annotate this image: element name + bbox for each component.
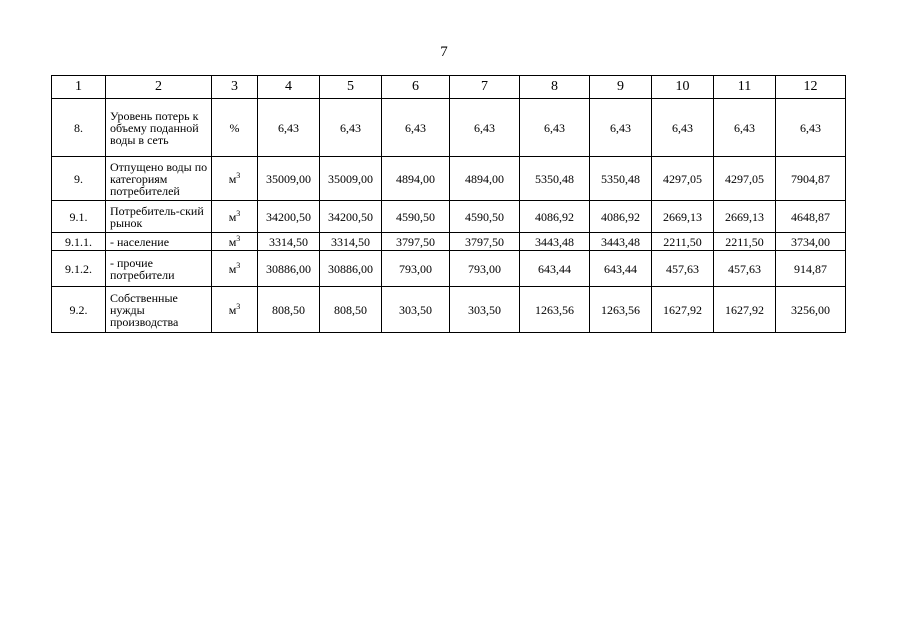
column-header: 6 — [382, 76, 450, 99]
value-cell: 5350,48 — [590, 157, 652, 201]
value-cell: 4086,92 — [520, 201, 590, 233]
value-cell: 2669,13 — [652, 201, 714, 233]
value-cell: 30886,00 — [258, 251, 320, 287]
value-cell: 3314,50 — [320, 233, 382, 251]
value-cell: 1263,56 — [520, 287, 590, 333]
value-cell: 4648,87 — [776, 201, 846, 233]
column-header: 5 — [320, 76, 382, 99]
value-cell: 35009,00 — [258, 157, 320, 201]
value-cell: 808,50 — [258, 287, 320, 333]
value-cell: 457,63 — [652, 251, 714, 287]
value-cell: 4894,00 — [382, 157, 450, 201]
column-header: 10 — [652, 76, 714, 99]
value-cell: 2211,50 — [714, 233, 776, 251]
value-cell: 2669,13 — [714, 201, 776, 233]
value-cell: 5350,48 — [520, 157, 590, 201]
value-cell: 643,44 — [520, 251, 590, 287]
row-number: 9.1.1. — [52, 233, 106, 251]
value-cell: 6,43 — [714, 99, 776, 157]
value-cell: 6,43 — [258, 99, 320, 157]
value-cell: 3314,50 — [258, 233, 320, 251]
row-description: Отпущено воды по категориям потребителей — [106, 157, 212, 201]
value-cell: 457,63 — [714, 251, 776, 287]
row-number: 8. — [52, 99, 106, 157]
value-cell: 1263,56 — [590, 287, 652, 333]
row-description: Уровень потерь к объему поданной воды в сеть — [106, 99, 212, 157]
data-table — [51, 75, 846, 333]
value-cell: 3443,48 — [520, 233, 590, 251]
column-header: 2 — [106, 76, 212, 99]
row-description: - население — [106, 233, 212, 251]
value-cell: 3797,50 — [382, 233, 450, 251]
value-cell: 6,43 — [382, 99, 450, 157]
value-cell: 6,43 — [590, 99, 652, 157]
row-unit: $м^3$ — [212, 157, 258, 201]
page-number: 7 — [440, 44, 448, 60]
table-row — [52, 157, 846, 201]
value-cell: 808,50 — [320, 287, 382, 333]
value-cell: 3256,00 — [776, 287, 846, 333]
row-description: - прочие потребители — [106, 251, 212, 287]
column-header: 9 — [590, 76, 652, 99]
table-row — [52, 233, 846, 251]
value-cell: 1627,92 — [652, 287, 714, 333]
header-row — [52, 76, 846, 99]
row-unit: $м^3$ — [212, 201, 258, 233]
value-cell: 6,43 — [450, 99, 520, 157]
value-cell: 34200,50 — [320, 201, 382, 233]
table-row — [52, 287, 846, 333]
value-cell: 6,43 — [320, 99, 382, 157]
value-cell: 4086,92 — [590, 201, 652, 233]
value-cell: 793,00 — [382, 251, 450, 287]
value-cell: 4297,05 — [652, 157, 714, 201]
column-header: 12 — [776, 76, 846, 99]
value-cell: 7904,87 — [776, 157, 846, 201]
row-unit: $м^3$ — [212, 251, 258, 287]
column-header: 1 — [52, 76, 106, 99]
row-number: 9.2. — [52, 287, 106, 333]
row-description: Потребитель-ский рынок — [106, 201, 212, 233]
value-cell: 303,50 — [450, 287, 520, 333]
row-number: 9. — [52, 157, 106, 201]
table-row — [52, 99, 846, 157]
value-cell: 643,44 — [590, 251, 652, 287]
value-cell: 914,87 — [776, 251, 846, 287]
value-cell: 2211,50 — [652, 233, 714, 251]
row-number: 9.1. — [52, 201, 106, 233]
row-number: 9.1.2. — [52, 251, 106, 287]
value-cell: 6,43 — [776, 99, 846, 157]
row-unit: % — [212, 99, 258, 157]
value-cell: 793,00 — [450, 251, 520, 287]
value-cell: 4590,50 — [450, 201, 520, 233]
table-row — [52, 201, 846, 233]
value-cell: 34200,50 — [258, 201, 320, 233]
value-cell: 3797,50 — [450, 233, 520, 251]
column-header: 11 — [714, 76, 776, 99]
value-cell: 4894,00 — [450, 157, 520, 201]
column-header: 3 — [212, 76, 258, 99]
column-header: 8 — [520, 76, 590, 99]
row-description: Собственные нужды производства — [106, 287, 212, 333]
value-cell: 6,43 — [520, 99, 590, 157]
row-unit: $м^3$ — [212, 233, 258, 251]
value-cell: 3443,48 — [590, 233, 652, 251]
value-cell: 3734,00 — [776, 233, 846, 251]
column-header: 7 — [450, 76, 520, 99]
value-cell: 1627,92 — [714, 287, 776, 333]
value-cell: 30886,00 — [320, 251, 382, 287]
value-cell: 303,50 — [382, 287, 450, 333]
value-cell: 4297,05 — [714, 157, 776, 201]
row-unit: $м^3$ — [212, 287, 258, 333]
value-cell: 4590,50 — [382, 201, 450, 233]
value-cell: 6,43 — [652, 99, 714, 157]
table-row — [52, 251, 846, 287]
column-header: 4 — [258, 76, 320, 99]
value-cell: 35009,00 — [320, 157, 382, 201]
